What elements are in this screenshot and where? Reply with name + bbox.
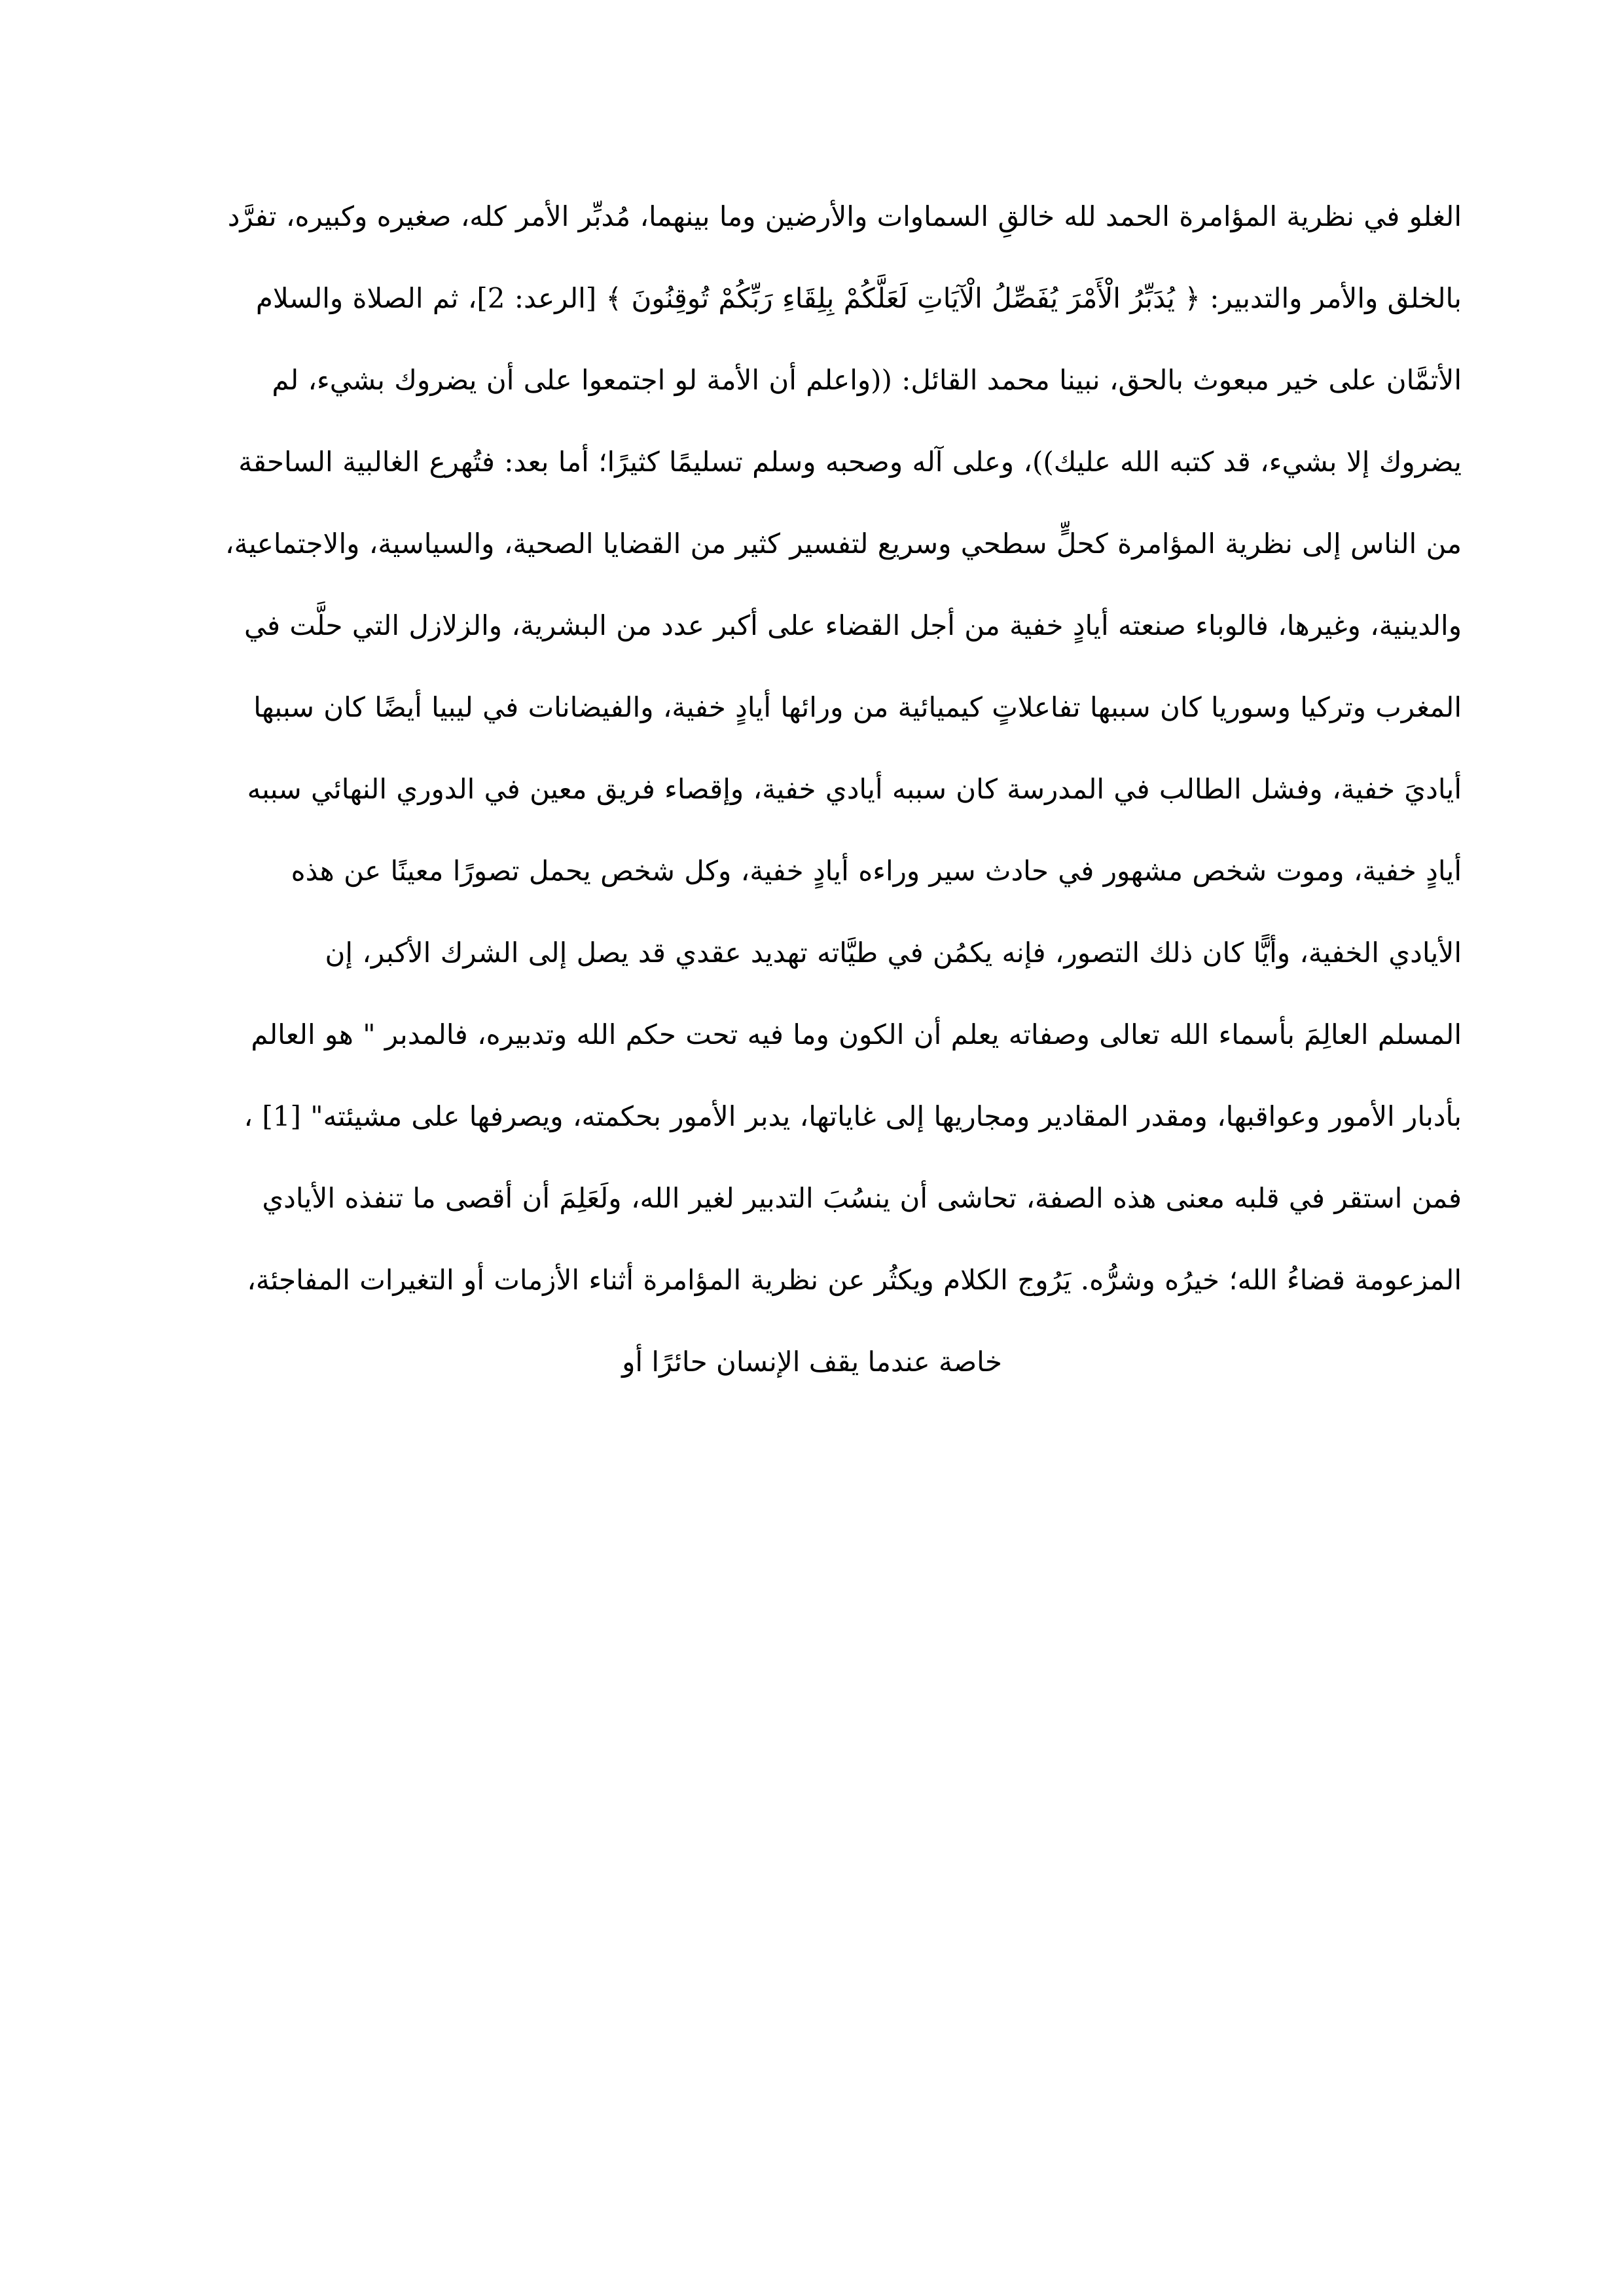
- paragraph-line-4: يضروك إلا بشيء، قد كتبه الله عليك))، وعلى آله وصحبه وسلم تسليمًا كثيرًا؛ أما بعد: فتُهرع الغالبية الساحقة: [238, 446, 1462, 478]
- paragraph-line-8: أياديَ خفية، وفشل الطالب في المدرسة كان سببه أيادي خفية، وإقصاء فريق معين في الدوري النهائي سببه: [247, 773, 1462, 805]
- paragraph-line-10: الأيادي الخفية، وأيًّا كان ذلك التصور، فإنه يكمُن في طيَّاته تهديد عقدي قد يصل إلى الشرك الأكبر، إن: [325, 937, 1462, 969]
- document-text-body: [162, 175, 1462, 1403]
- paragraph-line-5: من الناس إلى نظرية المؤامرة كحلٍّ سطحي وسريع لتفسير كثير من القضايا الصحية، والسياسية، والاجتماعية،: [225, 528, 1462, 560]
- paragraph-line-6: والدينية، وغيرها، فالوباء صنعته أيادٍ خفية من أجل القضاء على أكبر عدد من البشرية، والزلازل التي حلَّت في: [244, 609, 1462, 641]
- paragraph-line-7: المغرب وتركيا وسوريا كان سببها تفاعلاتٍ كيميائية من ورائها أيادٍ خفية، والفيضانات في ليبيا أيضًا كان سببها: [253, 691, 1462, 723]
- paragraph-line-2: بالخلق والأمر والتدبير: ﴿ يُدَبِّرُ الْأَمْرَ يُفَصِّلُ الْآيَاتِ لَعَلَّكُمْ بِلِقَاءِ رَبِّكُمْ تُوقِنُونَ ﴾ [الرعد: 2]، ثم الصلاة والسلام: [255, 282, 1462, 314]
- paragraph-line-14: المزعومة قضاءُ الله؛ خيرُه وشرُّه. يَرُوج الكلام ويكثُر عن نظرية المؤامرة أثناء الأزمات أو التغيرات المفاجئة،: [247, 1264, 1462, 1296]
- paragraph-line-12: بأدبار الأمور وعواقبها، ومقدر المقادير ومجاريها إلى غاياتها، يدبر الأمور بحكمته، ويصرفها على مشيئته" [1] ،: [244, 1100, 1462, 1132]
- paragraph-line-3: الأتمَّان على خير مبعوث بالحق، نبينا محمد القائل: ((واعلم أن الأمة لو اجتمعوا على أن يضروك بشيء، لم: [272, 364, 1462, 396]
- paragraph-final-line: خاصة عندما يقف الإنسان حائرًا أو: [622, 1346, 1002, 1378]
- paragraph-line-13: فمن استقر في قلبه معنى هذه الصفة، تحاشى أن ينسُبَ التدبير لغير الله، ولَعَلِمَ أن أقصى ما تنفذه الأيادي: [262, 1182, 1462, 1214]
- paragraph-line-9: أيادٍ خفية، وموت شخص مشهور في حادث سير وراءه أيادٍ خفية، وكل شخص يحمل تصورًا معينًا عن هذه: [291, 855, 1462, 887]
- paragraph-line-1: الغلو في نظرية المؤامرة الحمد لله خالقِ السماوات والأرضين وما بينهما، مُدبِّر الأمر كله، صغيره وكبيره، تفرَّد: [227, 200, 1462, 232]
- paragraph-line-11: المسلم العالِمَ بأسماء الله تعالى وصفاته يعلم أن الكون وما فيه تحت حكم الله وتدبيره، فالمدبر " هو العالم: [251, 1018, 1462, 1050]
